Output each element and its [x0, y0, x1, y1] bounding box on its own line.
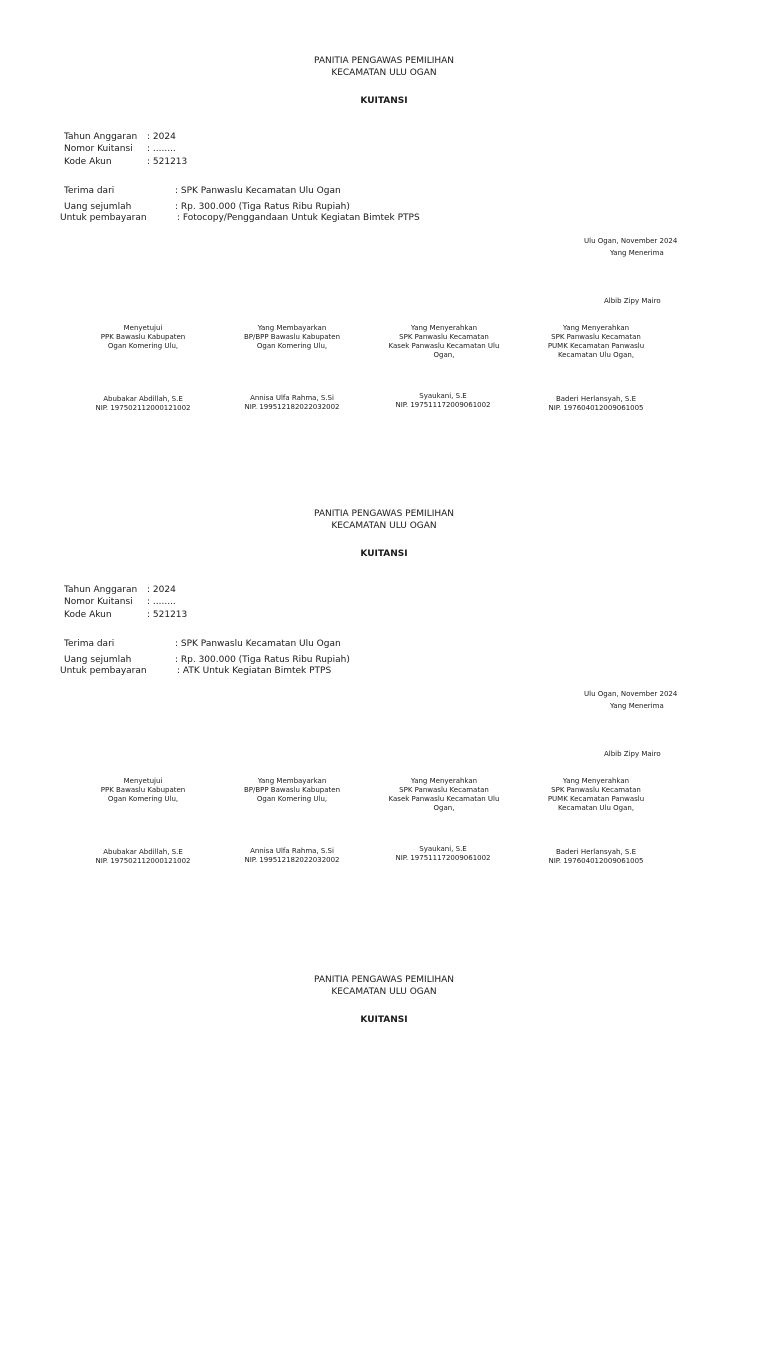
untuk-value: : Fotocopy/Penggandaan Untuk Kegiatan Bimtek PTPS — [177, 213, 420, 223]
untuk-label: Untuk pembayaran — [60, 666, 147, 676]
kode-label: Kode Akun — [64, 157, 112, 167]
signer-nip: NIP. 197502112000121002 — [95, 404, 191, 412]
signer-role: Yang Menyerahkan — [410, 777, 478, 785]
signer-role: Yang Menyerahkan — [562, 324, 630, 332]
signer-role: Ogan, — [433, 351, 455, 359]
signer-role: Yang Membayarkan — [257, 777, 327, 785]
signer-approver — [73, 324, 213, 351]
org-district: KECAMATAN ULU OGAN — [331, 68, 437, 78]
signer-role: PUMK Kecamatan Panwaslu — [547, 795, 645, 803]
signer-role: BP/BPP Bawaslu Kabupaten — [243, 786, 341, 794]
signer-role: Yang Menyerahkan — [410, 324, 478, 332]
signer-name: Syaukani, S.E — [419, 392, 467, 400]
signer-role: SPK Panwaslu Kecamatan — [399, 333, 489, 341]
org-district: KECAMATAN ULU OGAN — [331, 521, 437, 531]
signer-name: Baderi Herlansyah, S.E — [555, 395, 637, 403]
place-date: Ulu Ogan, November 2024 — [584, 237, 678, 245]
receipt-title: KUITANSI — [360, 96, 408, 106]
receiver-label: Yang Menerima — [610, 702, 664, 710]
uang-label: Uang sejumlah — [64, 655, 132, 665]
signer-pumk-signature — [521, 848, 671, 866]
nomor-label: Nomor Kuitansi — [64, 597, 133, 607]
signer-submitter-pumk — [526, 324, 666, 360]
signer-name: Abubakar Abdillah, S.E — [103, 395, 183, 403]
kode-label: Kode Akun — [64, 610, 112, 620]
receiver-name: Albib Zipy Mairo — [604, 750, 661, 758]
signer-nip: NIP. 197604012009061005 — [548, 404, 644, 412]
uang-value: : Rp. 300.000 (Tiga Ratus Ribu Rupiah) — [175, 655, 350, 665]
signer-role: Ogan Komering Ulu, — [256, 795, 328, 803]
org-district: KECAMATAN ULU OGAN — [331, 987, 437, 997]
org-name: PANITIA PENGAWAS PEMILIHAN — [313, 975, 455, 985]
signer-pumk-signature — [521, 395, 671, 413]
signer-payer-signature — [217, 847, 367, 865]
signer-approver-signature — [68, 395, 218, 413]
signer-kasek-signature — [368, 392, 518, 410]
signer-submitter-kasek — [374, 777, 514, 813]
receipt-3 — [0, 919, 768, 1359]
signer-role: Kasek Panwaslu Kecamatan Ulu — [388, 342, 500, 350]
tahun-value: : 2024 — [147, 585, 176, 595]
kode-value: : 521213 — [147, 157, 188, 167]
signer-role: Ogan Komering Ulu, — [107, 795, 179, 803]
signer-approver — [73, 777, 213, 804]
signer-payer — [222, 777, 362, 804]
terima-label: Terima dari — [64, 186, 115, 196]
kode-value: : 521213 — [147, 610, 188, 620]
org-name: PANITIA PENGAWAS PEMILIHAN — [313, 509, 455, 519]
untuk-label: Untuk pembayaran — [60, 213, 147, 223]
tahun-label: Tahun Anggaran — [64, 585, 138, 595]
receipt-title: KUITANSI — [360, 1015, 408, 1025]
signer-name: Syaukani, S.E — [419, 845, 467, 853]
signer-nip: NIP. 199512182022032002 — [244, 403, 340, 411]
signer-nip: NIP. 197511172009061002 — [395, 854, 491, 862]
signer-nip: NIP. 197502112000121002 — [95, 857, 191, 865]
signer-approver-signature — [68, 848, 218, 866]
signer-role: PPK Bawaslu Kabupaten — [100, 333, 186, 341]
signer-payer — [222, 324, 362, 351]
signer-submitter-kasek — [374, 324, 514, 360]
signer-role: BP/BPP Bawaslu Kabupaten — [243, 333, 341, 341]
receiver-label: Yang Menerima — [610, 249, 664, 257]
signer-role: Ogan, — [433, 804, 455, 812]
org-name: PANITIA PENGAWAS PEMILIHAN — [313, 56, 455, 66]
receipt-1 — [0, 0, 768, 440]
signer-submitter-pumk — [526, 777, 666, 813]
signer-role: SPK Panwaslu Kecamatan — [551, 786, 641, 794]
signer-role: Kecamatan Ulu Ogan, — [557, 804, 635, 812]
signer-role: Menyetujui — [123, 777, 163, 785]
place-date: Ulu Ogan, November 2024 — [584, 690, 678, 698]
terima-value: : SPK Panwaslu Kecamatan Ulu Ogan — [175, 639, 341, 649]
signer-role: Kecamatan Ulu Ogan, — [557, 351, 635, 359]
signer-role: Menyetujui — [123, 324, 163, 332]
terima-value: : SPK Panwaslu Kecamatan Ulu Ogan — [175, 186, 341, 196]
signer-payer-signature — [217, 394, 367, 412]
uang-label: Uang sejumlah — [64, 202, 132, 212]
signer-role: PPK Bawaslu Kabupaten — [100, 786, 186, 794]
receiver-name: Albib Zipy Mairo — [604, 297, 661, 305]
signer-role: Kasek Panwaslu Kecamatan Ulu — [388, 795, 500, 803]
signer-role: Yang Menyerahkan — [562, 777, 630, 785]
nomor-value: : ........ — [147, 597, 176, 607]
signer-nip: NIP. 197511172009061002 — [395, 401, 491, 409]
terima-label: Terima dari — [64, 639, 115, 649]
nomor-value: : ........ — [147, 144, 176, 154]
receipt-title: KUITANSI — [360, 549, 408, 559]
signer-role: Yang Membayarkan — [257, 324, 327, 332]
signer-name: Annisa Ulfa Rahma, S.Si — [250, 394, 334, 402]
signer-nip: NIP. 197604012009061005 — [548, 857, 644, 865]
signer-role: SPK Panwaslu Kecamatan — [399, 786, 489, 794]
signer-role: Ogan Komering Ulu, — [107, 342, 179, 350]
nomor-label: Nomor Kuitansi — [64, 144, 133, 154]
uang-value: : Rp. 300.000 (Tiga Ratus Ribu Rupiah) — [175, 202, 350, 212]
signer-nip: NIP. 199512182022032002 — [244, 856, 340, 864]
tahun-value: : 2024 — [147, 132, 176, 142]
signer-name: Annisa Ulfa Rahma, S.Si — [250, 847, 334, 855]
signer-role: SPK Panwaslu Kecamatan — [551, 333, 641, 341]
untuk-value: : ATK Untuk Kegiatan Bimtek PTPS — [177, 666, 332, 676]
signer-role: PUMK Kecamatan Panwaslu — [547, 342, 645, 350]
tahun-label: Tahun Anggaran — [64, 132, 138, 142]
signer-name: Abubakar Abdillah, S.E — [103, 848, 183, 856]
signer-role: Ogan Komering Ulu, — [256, 342, 328, 350]
signer-kasek-signature — [368, 845, 518, 863]
receipt-2 — [0, 453, 768, 893]
signer-name: Baderi Herlansyah, S.E — [555, 848, 637, 856]
